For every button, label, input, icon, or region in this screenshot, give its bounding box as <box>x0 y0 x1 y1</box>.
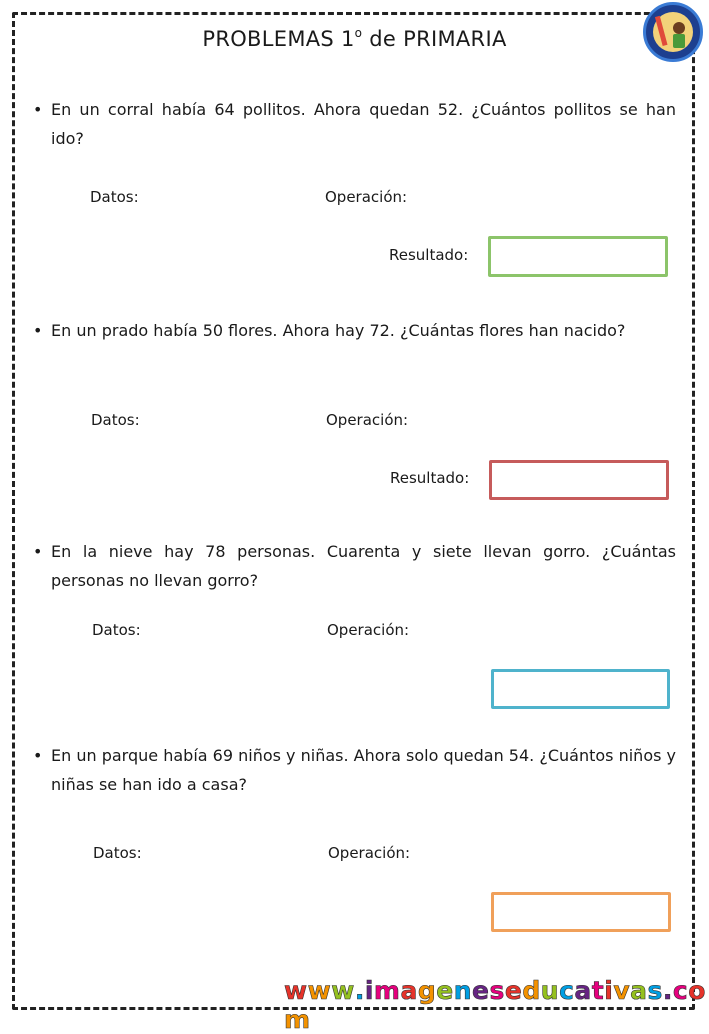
footer-letter: e <box>504 976 523 1005</box>
footer-letter: o <box>688 976 706 1005</box>
footer-letter: w <box>284 976 308 1005</box>
result-box[interactable] <box>491 669 670 709</box>
problem-text: En la nieve hay 78 personas. Cuarenta y siete llevan gorro. ¿Cuántas personas no llevan gorro? <box>51 542 676 590</box>
footer-letter: v <box>613 976 631 1005</box>
footer-letter: e <box>436 976 454 1005</box>
footer-letter: a <box>574 976 592 1005</box>
footer-letter: n <box>453 976 473 1005</box>
problem-text: En un corral había 64 pollitos. Ahora quedan 52. ¿Cuántos pollitos se han ido? <box>51 100 676 148</box>
operacion-label: Operación: <box>326 411 409 429</box>
result-box[interactable] <box>488 236 668 277</box>
result-box[interactable] <box>489 460 669 500</box>
footer-letter: m <box>284 1005 311 1034</box>
footer-letter: m <box>373 976 401 1005</box>
datos-label: Datos: <box>92 621 141 639</box>
child-writing-icon <box>653 12 693 52</box>
footer-letter: w <box>331 976 355 1005</box>
footer-letter: s <box>647 976 663 1005</box>
footer-letter: a <box>630 976 648 1005</box>
footer-letter: c <box>672 976 689 1005</box>
operacion-label: Operación: <box>325 188 408 206</box>
website-footer[interactable] <box>284 976 709 1034</box>
footer-letter: . <box>354 976 365 1005</box>
footer-letter: a <box>400 976 418 1005</box>
footer-letter: s <box>489 976 505 1005</box>
footer-letter: . <box>662 976 673 1005</box>
footer-letter: t <box>591 976 605 1005</box>
footer-letter: i <box>364 976 374 1005</box>
bullet: • <box>33 100 43 119</box>
problem-1 <box>33 95 676 153</box>
datos-label: Datos: <box>90 188 139 206</box>
page-title: PROBLEMAS 1$^o$ de PRIMARIA <box>202 26 507 51</box>
footer-letter: u <box>540 976 560 1005</box>
resultado-label: Resultado: <box>389 246 469 264</box>
problem-text: En un parque había 69 niños y niñas. Ahora solo quedan 54. ¿Cuántos niños y niñas se han ido a casa? <box>51 746 676 794</box>
footer-letter: c <box>559 976 575 1005</box>
problem-text: En un prado había 50 flores. Ahora hay 72. ¿Cuántas flores han nacido? <box>51 321 626 340</box>
problem-2 <box>33 316 676 345</box>
datos-label: Datos: <box>93 844 142 862</box>
footer-letter: e <box>472 976 490 1005</box>
operacion-label: Operación: <box>328 844 411 862</box>
footer-letter: w <box>307 976 332 1005</box>
resultado-label: Resultado: <box>390 469 470 487</box>
problem-3 <box>33 537 676 595</box>
logo-badge <box>643 2 703 62</box>
bullet: • <box>33 746 43 765</box>
problem-4 <box>33 741 676 799</box>
datos-label: Datos: <box>91 411 140 429</box>
operacion-label: Operación: <box>327 621 410 639</box>
bullet: • <box>33 542 43 561</box>
bullet: • <box>33 321 43 340</box>
footer-letter: d <box>522 976 541 1005</box>
footer-letter: g <box>417 976 437 1005</box>
result-box[interactable] <box>491 892 671 932</box>
footer-letter: i <box>604 976 614 1005</box>
logo-illustration <box>653 12 693 52</box>
